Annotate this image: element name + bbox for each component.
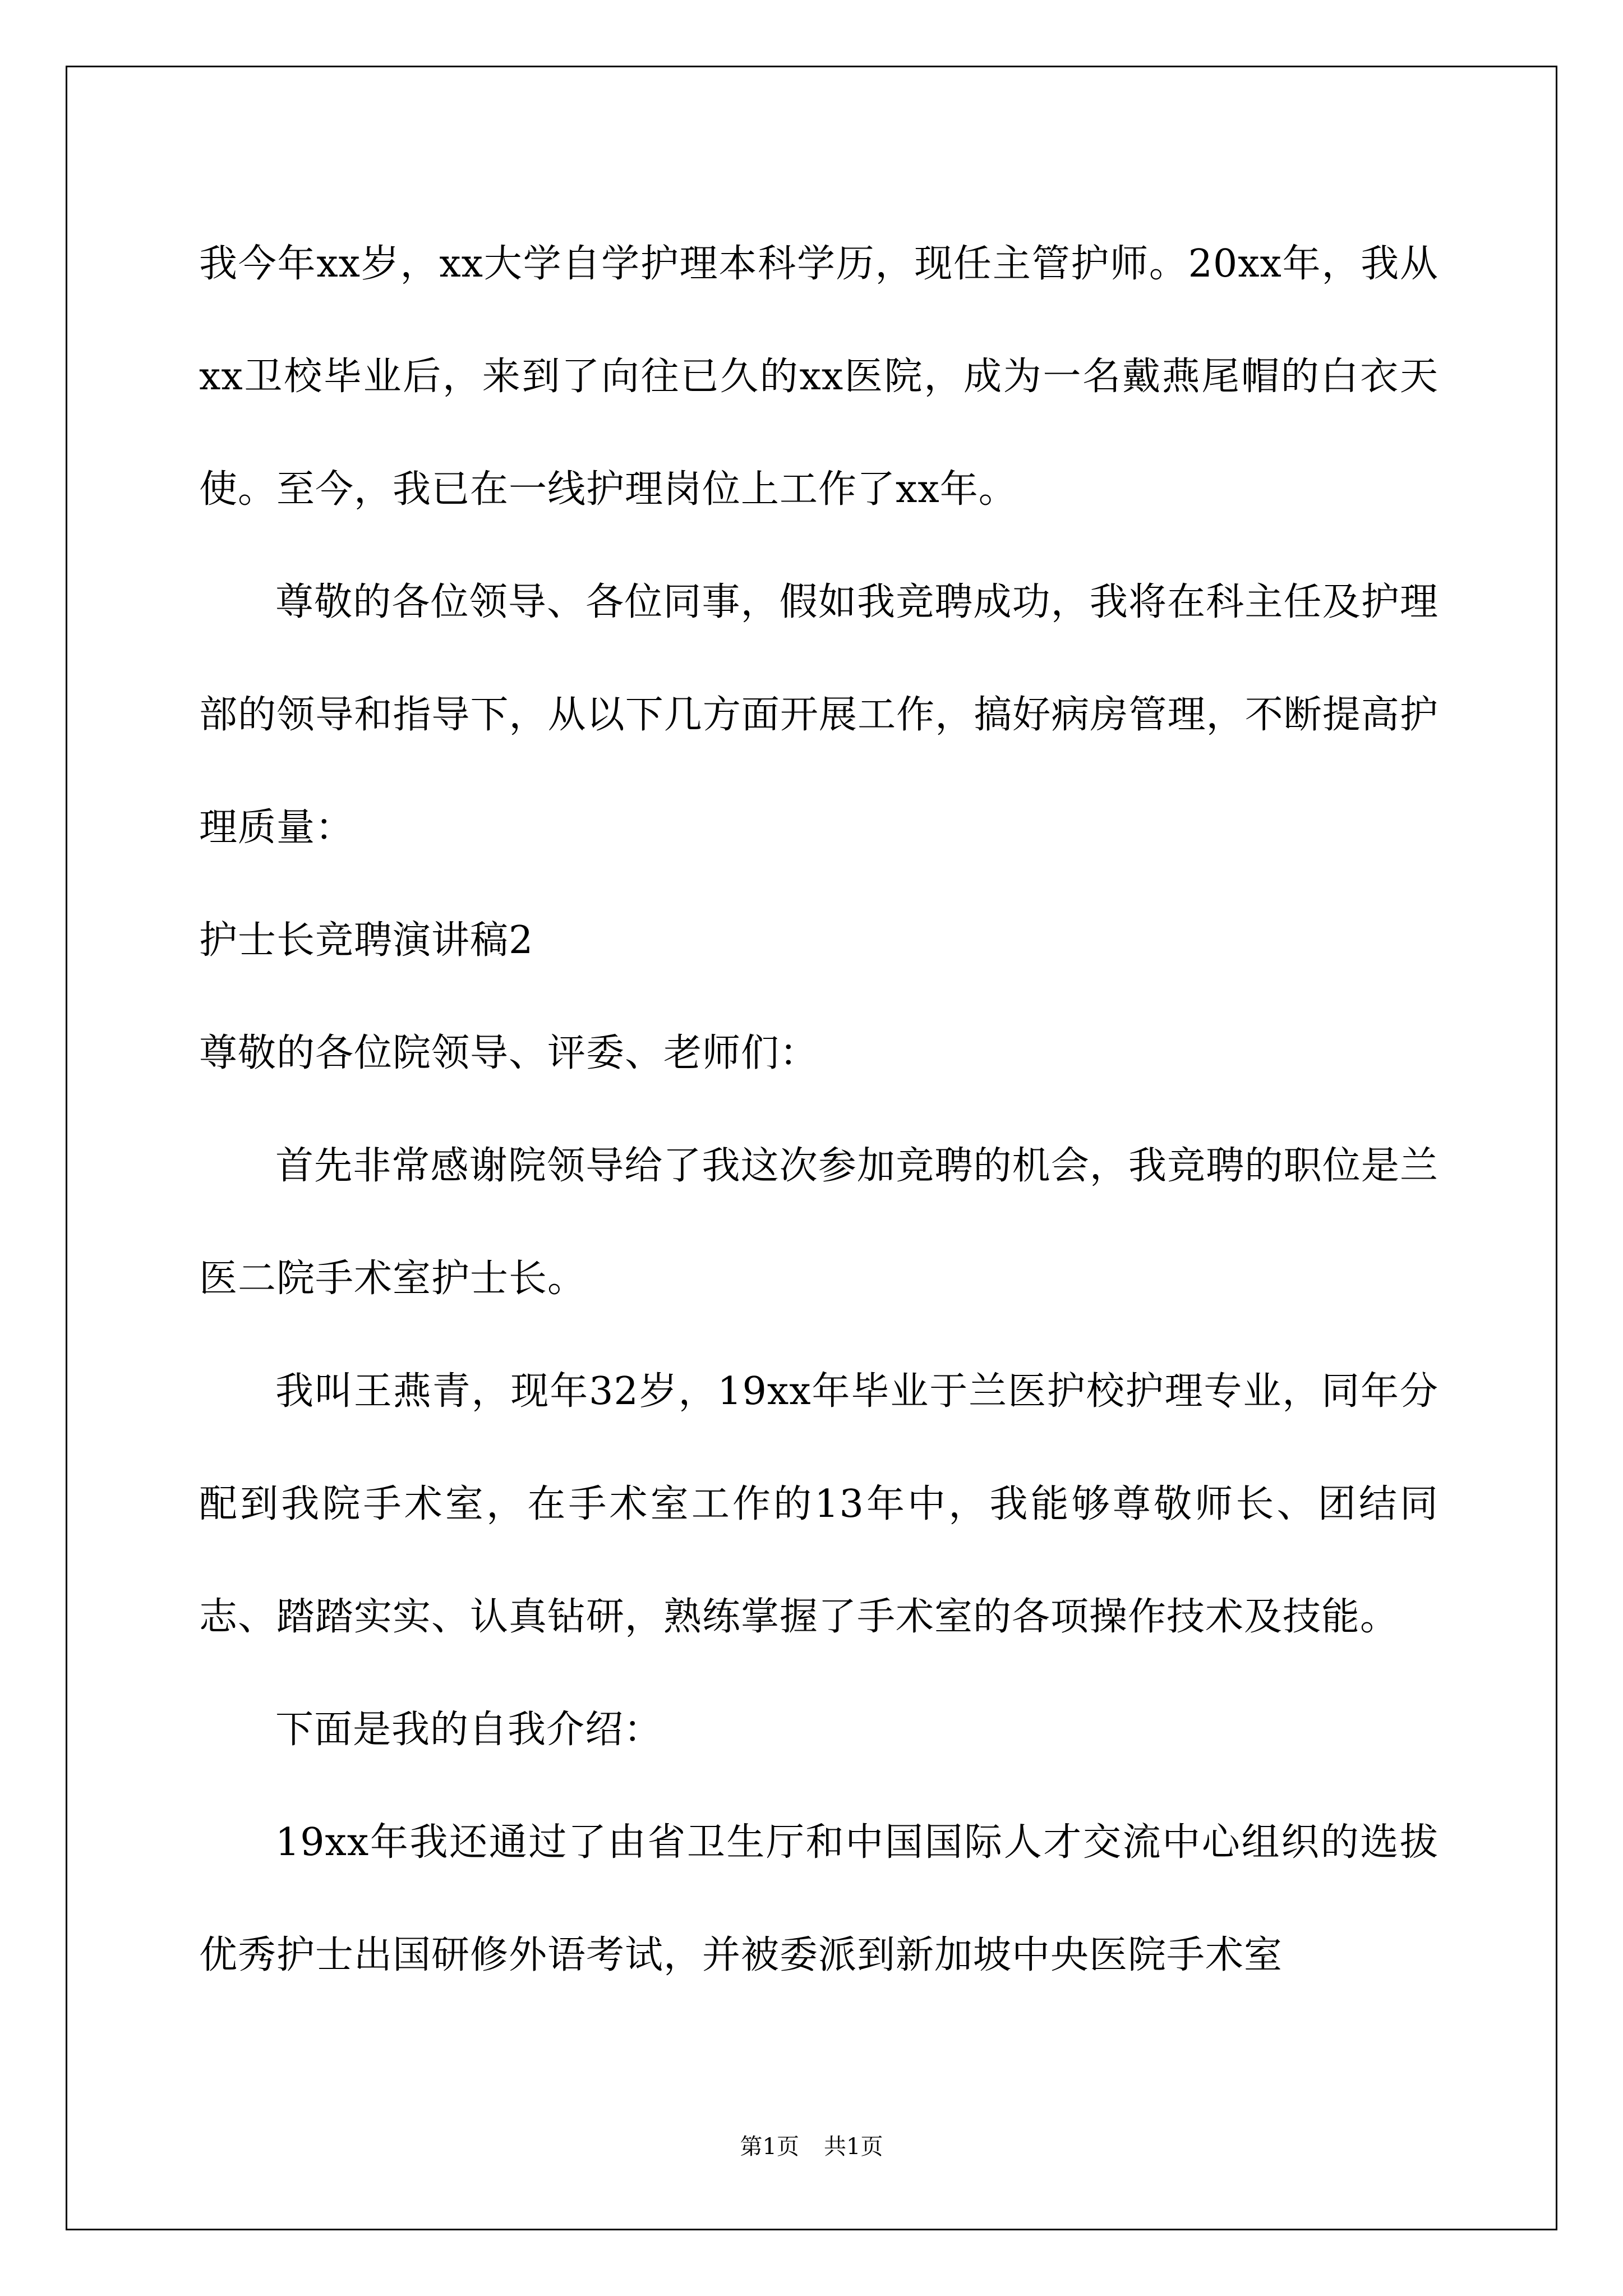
page-footer <box>0 2130 1623 2164</box>
paragraph-intro: 我今年xx岁，xx大学自学护理本科学历，现任主管护师。20xx年，我从xx卫校毕业后，来到了向往已久的xx医院，成为一名戴燕尾帽的白衣天使。至今，我已在一线护理岗位上工作了xx年。 <box>199 242 1438 512</box>
document-body <box>199 208 1438 2012</box>
paragraph-training: 19xx年我还通过了由省卫生厅和中国国际人才交流中心组织的选拔优秀护士出国研修外语考试，并被委派到新加坡中央医院手术室 <box>199 1820 1438 1977</box>
page-total: 共1页 <box>824 2134 883 2160</box>
paragraph-thanks: 首先非常感谢院领导给了我这次参加竞聘的机会，我竞聘的职位是兰医二院手术室护士长。 <box>199 1144 1438 1301</box>
page-number: 第1页 <box>740 2134 799 2160</box>
paragraph-plan: 尊敬的各位领导、各位同事，假如我竞聘成功，我将在科主任及护理部的领导和指导下，从以下几方面开展工作，搞好病房管理，不断提高护理质量： <box>199 580 1438 850</box>
salutation: 尊敬的各位院领导、评委、老师们： <box>199 1031 819 1075</box>
section-heading: 护士长竞聘演讲稿2 <box>199 918 534 963</box>
paragraph-background: 我叫王燕青，现年32岁，19xx年毕业于兰医护校护理专业，同年分配到我院手术室，在手术室工作的13年中，我能够尊敬师长、团结同志、踏踏实实、认真钻研，熟练掌握了手术室的各项操作技术及技能。 <box>199 1369 1438 1639</box>
paragraph-self-intro: 下面是我的自我介绍： <box>275 1708 663 1752</box>
